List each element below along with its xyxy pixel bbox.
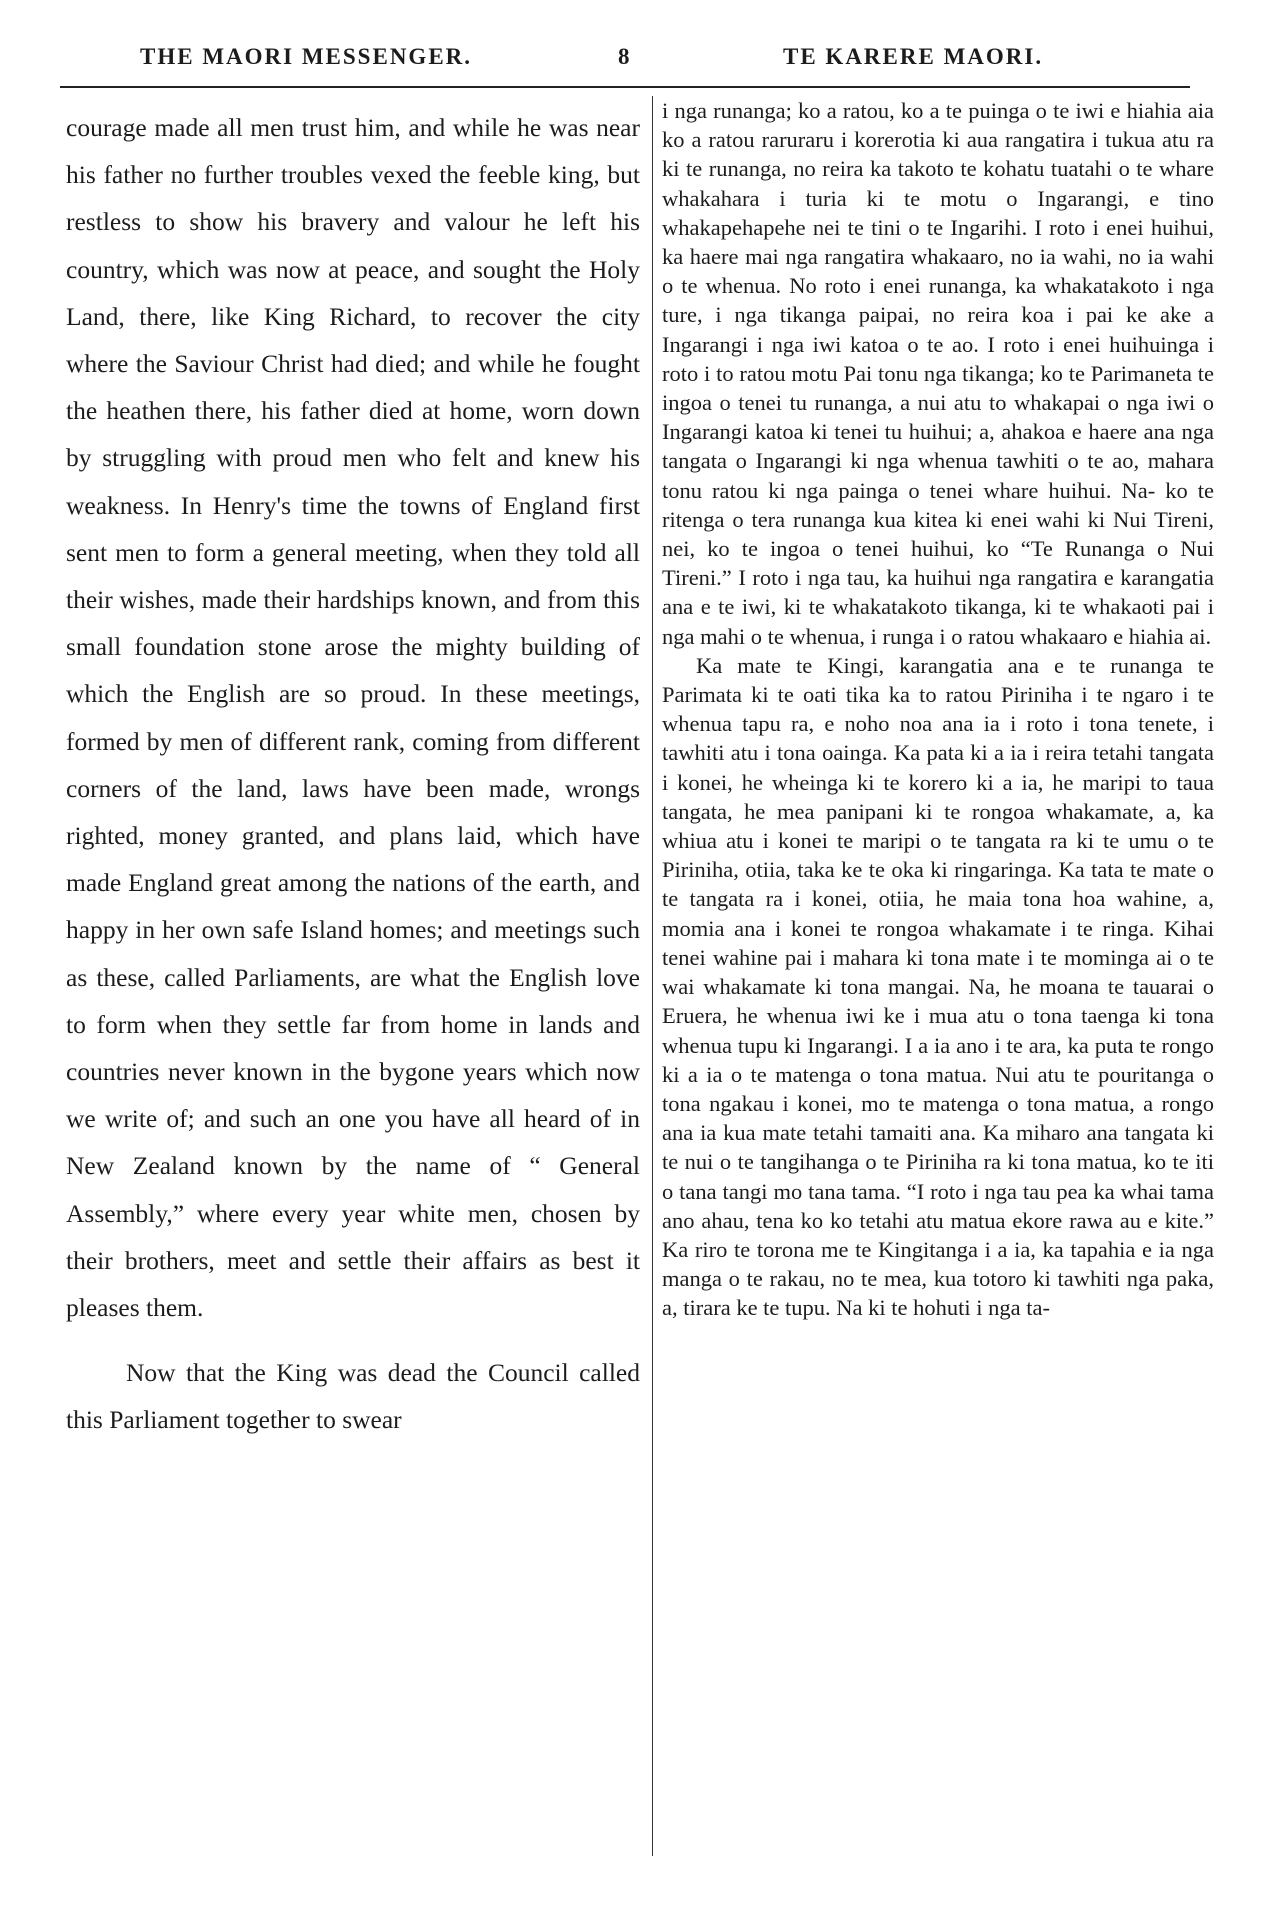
english-paragraph: courage made all men trust him, and while he was near his father no further troubles vexed the feeble king, but restless to show his bravery and valour he left his country, which was now at peace, and sought the Holy Land, there, like King Richard, to recover the city where the Saviour Christ had died; and while he fought the heathen there, his father died at home, worn down by struggling with proud men who felt and knew his weakness. In Henry's time the towns of England first sent men to form a general meeting, when they told all their wishes, made their hardships known, and from this small foundation stone arose the mighty building of which the English are so proud. In these meetings, formed by men of different rank, coming from different corners of the land, laws have been made, wrongs righted, money granted, and plans laid, which have made England great among the nations of the earth, and happy in her own safe Island homes; and meetings such as these, called Parliaments, are what the English love to form when they settle far from home in lands and countries never known in the bygone years which now we write of; and such an one you have all heard of in New Zealand known by the name of “ General Assembly,” where every year white men, chosen by their brothers, meet and settle their affairs as best it pleases them. [66, 113, 640, 1323]
maori-paragraph: i nga runanga; ko a ratou, ko a te puinga o te iwi e hiahia aia ko a ratou raruraru i korerotia ki aua rangatira i tukua atu ra ki te runanga, no reira ka takoto te kohatu tuatahi o te whare whakahara i turia ki te motu o Ingarangi, e tino whakapehapehe nei te tini o te Ingarihi. I roto i enei huihui, ka haere mai nga rangatira whakaaro, no ia wahi, no ia wahi o te whenua. No roto i enei runanga, ka whakatakoto i nga ture, i nga tikanga paipai, no reira koa i pai ke ake a Ingarangi i nga iwi katoa o te ao. I roto i enei huihuinga i roto i to ratou motu Pai tonu nga tikanga; ko te Parimaneta te ingoa o tenei tu runanga, a nui atu to whakapai o nga iwi o Ingarangi katoa ki tenei tu huihui; a, ahakoa e haere ana nga tangata o Ingarangi ki nga whenua tawhiti o te ao, mahara tonu ratou ki nga painga o tenei whare huihui. Na- ko te ritenga o tera runanga kua kitea ki enei wahi ki Nui Tireni, nei, ko te ingoa o tenei huihui, ko “Te Runanga o Nui Tireni.” I roto i nga tau, ka huihui nga rangatira e karangatia ana e te iwi, ki te whakatakoto tikanga, ki te whakaoti pai i nga mahi o te whenua, i runga i o ratou whakaaro e hiahia ai. [662, 98, 1214, 649]
maori-paragraph: Ka mate te Kingi, karangatia ana e te runanga te Parimata ki te oati tika ka to ratou Piriniha i te ngaro i te whenua tapu ra, e noho noa ana ia i roto i tona tenete, i tawhiti atu i tona oainga. Ka pata ki a ia i reira tetahi tangata i konei, he wheinga ki te korero ki a ia, he maripi to taua tangata, he mea panipani ki te rongoa whakamate, a, ka whiua atu i konei te maripi o te tangata ra ki te umu o te Piriniha, otiia, taka ke te oka ki ringaringa. Ka tata te mate o te tangata ra i konei, otiia, he maia tona hoa wahine, a, momia ana i konei te rongoa whakamate i te ringa. Kihai tenei wahine pai i mahara ki tona mate i te mominga ai o te wai whakamate ki tona mangai. Na, he moana te tauarai o Eruera, he whenua iwi ke i mua atu o tona taenga ki tona whenua tupu ki Ingarangi. I a ia ano i te ara, ka puta te rongo ki a ia o te matenga o tona matua. Nui atu te pouritanga o tona ngakau i konei, mo te matenga o tona matua, a rongo ana ia kua mate tetahi tamaiti ana. Ka miharo ana tangata ki te nui o te tangihanga o te Piriniha ra ki tona matua, ko te iti o tana tangi mo tana tama. “I roto i nga tau pea ka whai tama ano ahau, tena ko ko tetahi atu matua ekore rawa au e kite.” Ka riro te torona me te Kingitanga i a ia, ka tapahia e ia nga manga o te rakau, no te mea, kua totoro ki tawhiti nga paka, a, tirara ke te tupu. Na ki te hohuti i nga ta- [662, 652, 1214, 1321]
column-divider [652, 96, 653, 1856]
maori-column [662, 96, 1214, 1323]
english-paragraph: Now that the King was dead the Council called this Parliament together to swear [66, 1358, 640, 1435]
maori-masthead: TE KARERE MAORI. [783, 44, 1044, 69]
page-number: 8 [618, 44, 630, 69]
header-rule [60, 86, 1190, 88]
page-header [0, 44, 1280, 84]
english-masthead: THE MAORI MESSENGER. [140, 44, 473, 69]
english-column [66, 104, 640, 1444]
